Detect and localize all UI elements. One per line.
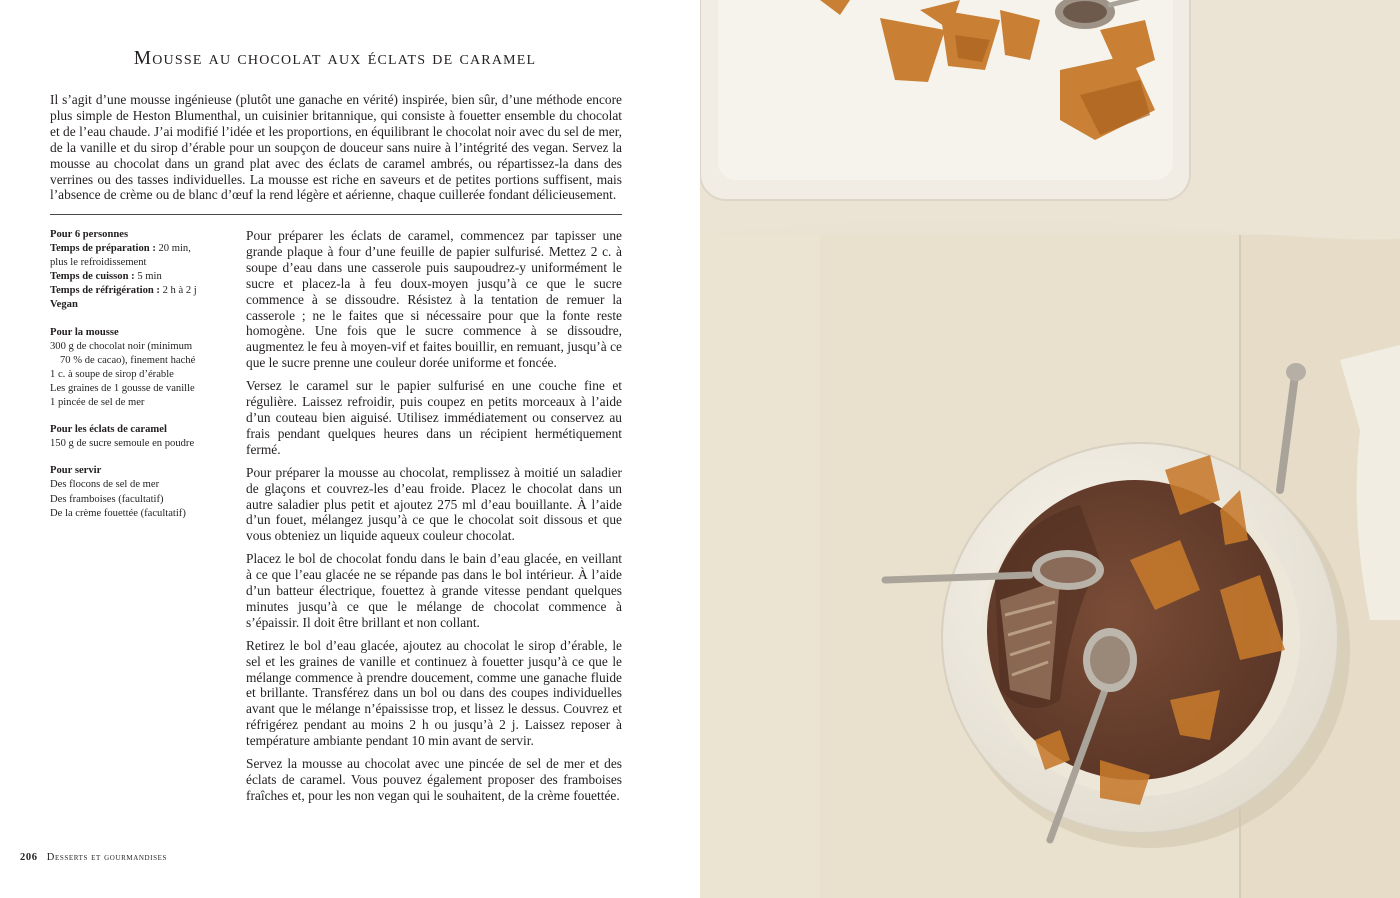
ingredient-item: 1 c. à soupe de sirop d’érable [50, 368, 174, 380]
recipe-intro: Il s’agit d’une mousse ingénieuse (plutôt une ganache en vérité) inspirée, bien sûr, d’une méthode encore plus simple de Heston Blumenthal, un cuisinier britannique, qui consiste à fouetter ensemble du chocolat et de l’eau chaude. J’ai modifié l’idée et les proportions, en équilibrant le chocolat noir avec du sel de mer, de la vanille et du sirop d’érable pour un soupçon de douceur sans nuire à l’intégrité des vegan. Servez la mousse au chocolat dans un grand plat avec des éclats de caramel ambrés, ou répartissez-la dans des verrines ou des tasses individuelles. La mousse est riche en saveurs et de petites portions suffisent, mais l’absence de crème ou de blanc d’œuf la rend légère et aérienne, chaque cuillerée fondant délicieusement. [50, 92, 622, 203]
ingredient-group-caramel [50, 423, 230, 451]
ingredient-item: De la crème fouettée (facultatif) [50, 507, 186, 519]
photo-illustration [700, 0, 1400, 898]
ingredient-group-mousse [50, 326, 230, 411]
section-divider [50, 214, 622, 215]
ingredient-item: Les graines de 1 gousse de vanille [50, 382, 195, 394]
servings: Pour 6 personnes [50, 229, 129, 240]
ingredient-item: 300 g de chocolat noir (minimum [50, 340, 193, 352]
ingredient-item: 1 pincée de sel de mer [50, 397, 145, 409]
food-photo [700, 0, 1400, 898]
method-step: Versez le caramel sur le papier sulfurisé en une couche fine et régulière. Laissez refroidir, puis coupez en petits morceaux à l’aide d’un couteau bien aiguisé. Utilisez immédiatement ou conservez au frais pendant quelques heures dans un récipient hermétiquement fermé. [246, 378, 622, 457]
method-step: Servez la mousse au chocolat avec une pincée de sel de mer et des éclats de caramel. Vous pouvez également proposer des framboises fraîches et, pour les non vegan qui le souhaitent, de la crème fouettée. [246, 756, 622, 803]
page-footer [20, 852, 167, 863]
ingredient-group-heading: Pour servir [50, 465, 102, 477]
ingredient-group-serving [50, 464, 230, 520]
section-name: Desserts et gourmandises [46, 852, 167, 863]
ingredient-item: 150 g de sucre semoule en poudre [50, 438, 195, 450]
ingredient-item: Des framboises (facultatif) [50, 493, 164, 505]
recipe-title: Mousse au chocolat aux éclats de caramel [133, 48, 537, 69]
ingredient-item: 70 % de cacao), finement haché [60, 354, 196, 366]
recipe-info [50, 228, 230, 313]
cook-time: Temps de cuisson : 5 min [50, 271, 162, 283]
page-number: 206 [20, 852, 38, 863]
ingredient-group-heading: Pour la mousse [50, 326, 119, 338]
ingredient-item: Des flocons de sel de mer [50, 479, 160, 491]
diet-label: Vegan [50, 299, 78, 311]
prep-time: Temps de préparation : 20 min, [50, 243, 191, 255]
method-step: Placez le bol de chocolat fondu dans le bain d’eau glacée, en veillant à ce que l’eau glacée ne se répande pas dans le bol intérieur. À l’aide d’un batteur électrique, fouettez à grande vitesse pendant quelques minutes jusqu’à ce que le mélange de chocolat commence à s’épaissir. Il doit être brillant et non collant. [246, 551, 622, 630]
ingredients-sidebar [50, 228, 230, 534]
method-step: Pour préparer les éclats de caramel, commencez par tapisser une grande plaque à four d’une feuille de papier sulfurisé. Mettez 2 c. à soupe d’eau dans une casserole puis saupoudrez-y uniformément le sucre et placez-la à feu doux-moyen jusqu’à ce que le sucre commence à se dissoudre. Résistez à la tentation de remuer la casserole ; ne le faites que si nécessaire pour que la fonte reste homogène. Une fois que le sucre commence à se dissoudre, augmentez le feu à moyen-vif et faites bouillir, en remuant, jusqu’à ce que le sucre prenne une couleur dorée uniforme et foncée. [246, 228, 622, 371]
chill-time: Temps de réfrigération : 2 h à 2 j [50, 285, 197, 297]
method-step: Retirez le bol d’eau glacée, ajoutez au chocolat le sirop d’érable, le sel et les graines de vanille et continuez à fouetter jusqu’à ce que le mélange commence à prendre doucement, comme une ganache fluide et brillante. Transférez dans un bol ou dans des coupes individuelles avant que le mélange n’épaississe trop, et lissez le dessus. Couvrez et réfrigérez pendant au moins 2 h ou jusqu’à 2 j. Laissez reposer à température ambiante pendant 10 min avant de servir. [246, 637, 622, 749]
method-column [246, 228, 622, 811]
prep-time-extra: plus le refroidissement [50, 257, 147, 269]
method-step: Pour préparer la mousse au chocolat, remplissez à moitié un saladier de glaçons et couvrez-les d’eau froide. Placez le chocolat dans un autre saladier plus petit et ajoutez 275 ml d’eau bouillante. À l’aide d’un fouet, mélangez jusqu’à ce que le chocolat soit dissous et que vous obteniez un liquide aqueux couleur chocolat. [246, 464, 622, 544]
ingredient-group-heading: Pour les éclats de caramel [50, 424, 167, 436]
